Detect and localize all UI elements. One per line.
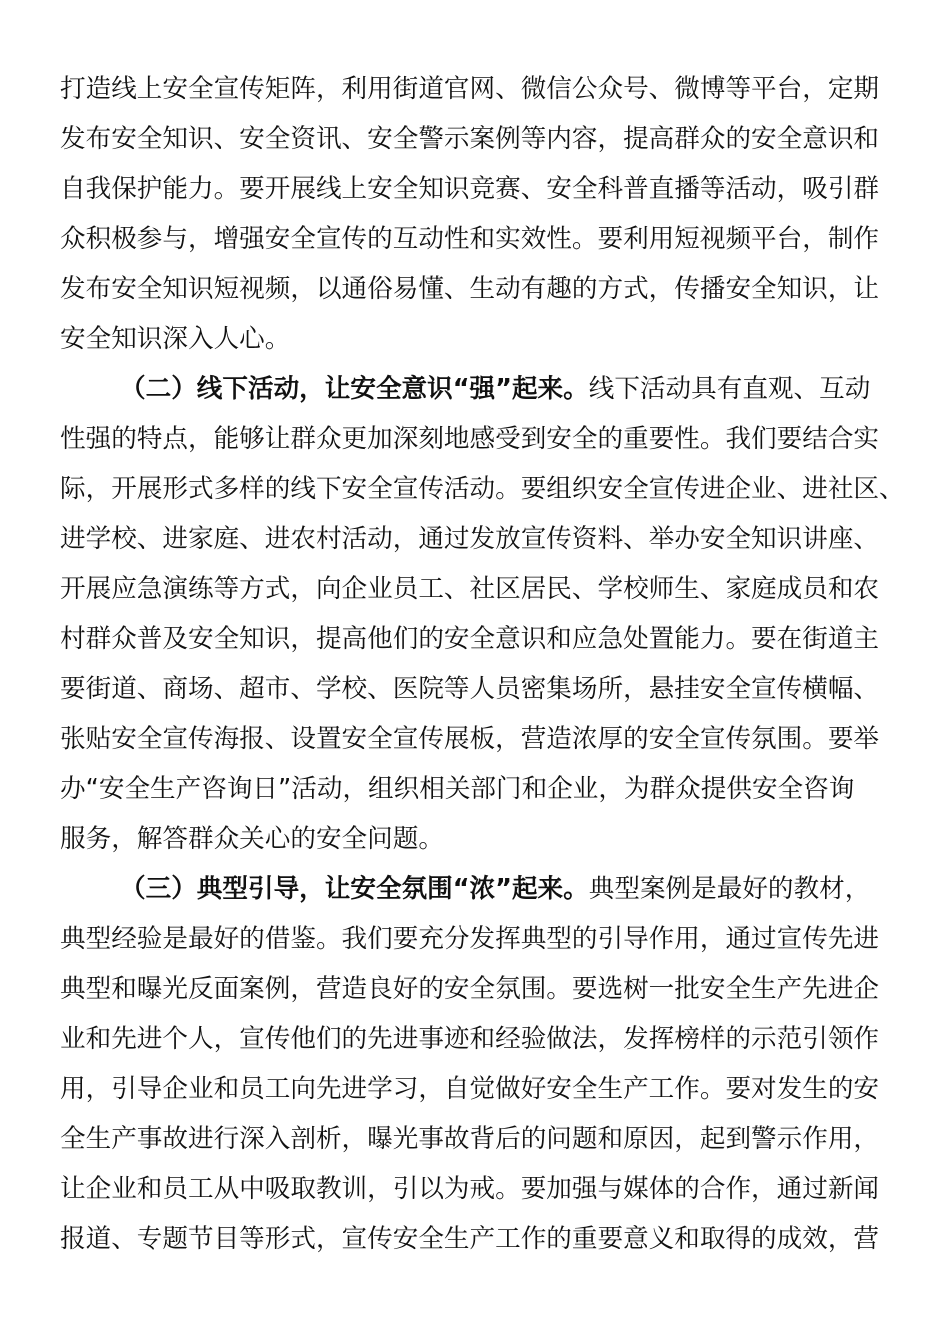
section-first-line [60, 864, 890, 914]
text-line: 际，开展形式多样的线下安全宣传活动。要组织安全宣传进企业、进社区、 [60, 474, 905, 504]
text-line: 典型经验是最好的借鉴。我们要充分发挥典型的引导作用，通过宣传先进 [60, 924, 880, 954]
document-page [60, 64, 905, 1264]
text-line: 张贴安全宣传海报、设置安全宣传展板，营造浓厚的安全宣传氛围。要举 [60, 724, 880, 754]
text-line: 自我保护能力。要开展线上安全知识竞赛、安全科普直播等活动，吸引群 [60, 174, 880, 204]
text-run: 典型案例是最好的教材， [588, 874, 871, 904]
text-run: 线下活动具有直观、互动 [588, 374, 871, 404]
paragraph-offline-activities [60, 364, 905, 864]
text-line: 村群众普及安全知识，提高他们的安全意识和应急处置能力。要在街道主 [60, 624, 880, 654]
text-line: 让企业和员工从中吸取教训，引以为戒。要加强与媒体的合作，通过新闻 [60, 1174, 880, 1204]
text-line: 安全知识深入人心。 [60, 324, 291, 354]
text-line: 开展应急演练等方式，向企业员工、社区居民、学校师生、家庭成员和农 [60, 574, 880, 604]
text-line: 用，引导企业和员工向先进学习，自觉做好安全生产工作。要对发生的安 [60, 1074, 880, 1104]
text-line: 报道、专题节目等形式，宣传安全生产工作的重要意义和取得的成效，营 [60, 1224, 880, 1254]
text-line: 服务，解答群众关心的安全问题。 [60, 824, 444, 854]
text-line: 打造线上安全宣传矩阵，利用街道官网、微信公众号、微博等平台，定期 [60, 74, 880, 104]
text-line: 发布安全知识、安全资讯、安全警示案例等内容，提高群众的安全意识和 [60, 124, 880, 154]
section-first-line [60, 364, 890, 414]
text-line: 发布安全知识短视频，以通俗易懂、生动有趣的方式，传播安全知识，让 [60, 274, 880, 304]
text-line: 进学校、进家庭、进农村活动，通过发放宣传资料、举办安全知识讲座、 [60, 524, 880, 554]
text-line: 众积极参与，增强安全宣传的互动性和实效性。要利用短视频平台，制作 [60, 224, 880, 254]
text-line: 全生产事故进行深入剖析，曝光事故背后的问题和原因，起到警示作用， [60, 1124, 880, 1154]
paragraph-online-publicity [60, 64, 890, 364]
text-line: 要街道、商场、超市、学校、医院等人员密集场所，悬挂安全宣传横幅、 [60, 674, 880, 704]
section-heading-typical: （三）典型引导，让安全氛围“浓”起来。 [120, 874, 589, 904]
text-line: 性强的特点，能够让群众更加深刻地感受到安全的重要性。我们要结合实 [60, 424, 880, 454]
text-line: 典型和曝光反面案例，营造良好的安全氛围。要选树一批安全生产先进企 [60, 974, 880, 1004]
paragraph-typical-guidance [60, 864, 890, 1264]
section-heading-offline: （二）线下活动，让安全意识“强”起来。 [120, 374, 589, 404]
text-line: 业和先进个人，宣传他们的先进事迹和经验做法，发挥榜样的示范引领作 [60, 1024, 880, 1054]
text-line: 办“安全生产咨询日”活动，组织相关部门和企业，为群众提供安全咨询 [60, 774, 855, 804]
